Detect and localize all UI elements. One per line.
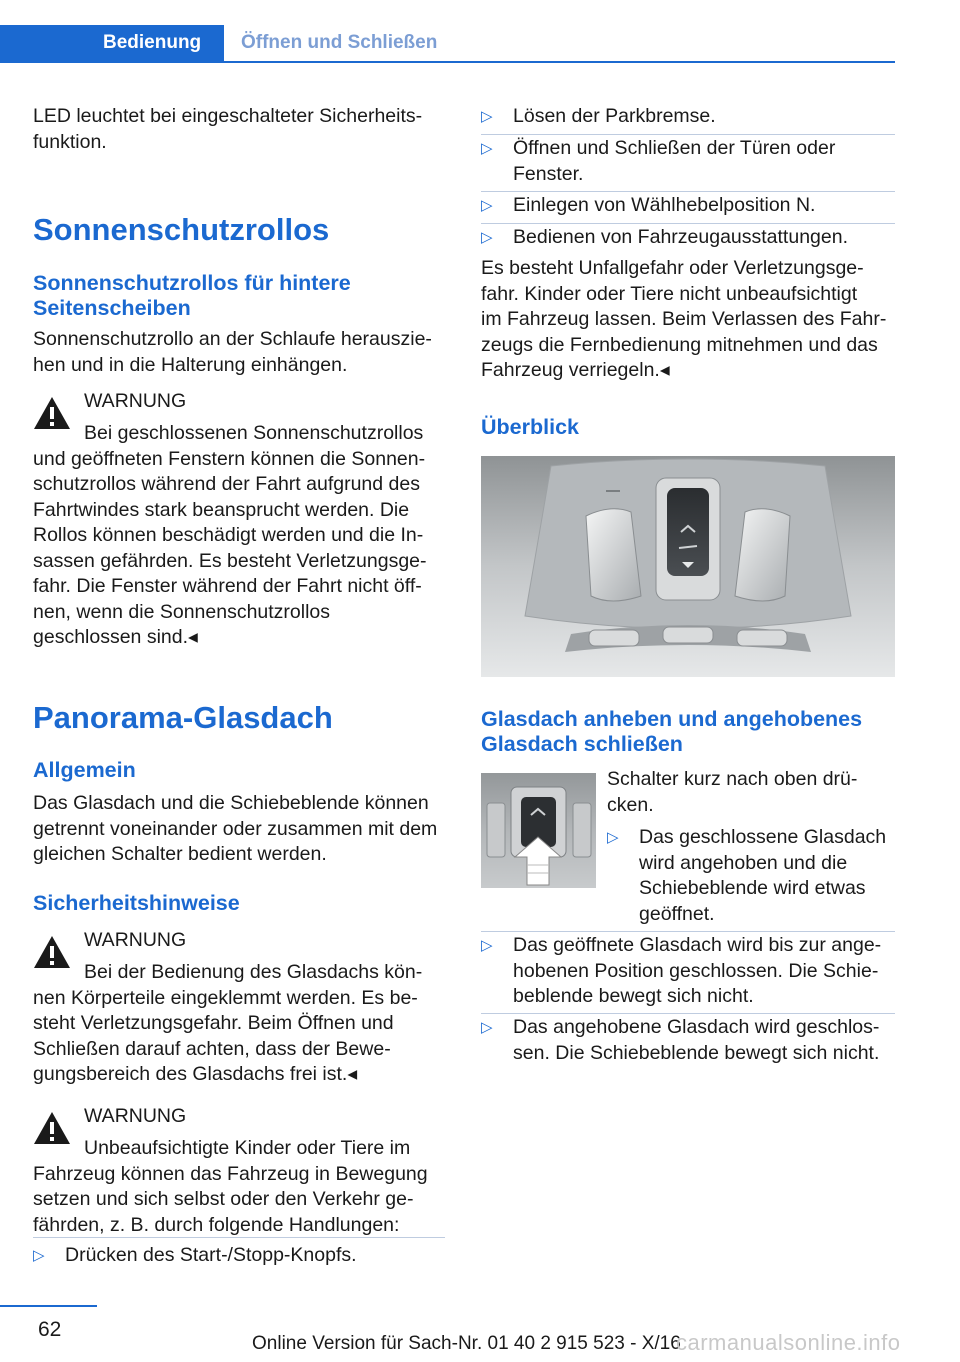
triangle-right-icon: ▷ — [481, 140, 493, 157]
list-item-text: Drücken des Start-/Stopp-Knopfs. — [65, 1244, 357, 1266]
divider — [481, 191, 895, 192]
list-item-text — [513, 136, 835, 187]
text-line: cken. — [607, 793, 654, 816]
footer-online-version: Online Version für Sach-Nr. 01 40 2 915 523 - X/16 — [252, 1333, 681, 1354]
risk-text — [481, 256, 886, 384]
text-line: setzen und sich selbst oder den Verkehr ge- — [33, 1188, 414, 1210]
safety-title: Sicherheitshinweise — [33, 891, 240, 915]
text-line: gungsbereich des Glasdachs frei ist.◂ — [33, 1063, 358, 1085]
text-line: schutzrollos während der Fahrt aufgrund des — [33, 473, 420, 495]
list-item-text — [513, 1015, 879, 1066]
text-line: Fahrtwindes stark beansprucht werden. Die — [33, 498, 410, 521]
divider — [481, 931, 895, 932]
list-item — [607, 825, 895, 929]
text-line: Seitenscheiben — [33, 296, 191, 320]
text-line: fahr. Kinder oder Tiere nicht unbeaufsichtigt — [481, 282, 858, 305]
sun-text — [33, 327, 432, 378]
list-item-text: Lösen der Parkbremse. — [513, 105, 716, 127]
pano-title: Panorama-Glasdach — [33, 700, 333, 735]
warning-text — [33, 960, 422, 1088]
text-line: funktion. — [33, 130, 107, 153]
divider — [481, 1013, 895, 1014]
text-line: getrennt voneinander oder zusammen mit dem — [33, 817, 438, 840]
text-line: Öffnen und Schließen der Türen oder — [513, 137, 836, 159]
text-line: Glasdach schließen — [481, 732, 683, 756]
triangle-right-icon: ▷ — [481, 1019, 493, 1036]
text-line: Fahrzeug können das Fahrzeug in Bewegung — [33, 1162, 428, 1185]
general-text — [33, 791, 437, 868]
text-line: Das angehobene Glasdach wird geschlos- — [513, 1016, 880, 1038]
overview-title: Überblick — [481, 415, 579, 439]
text-line: zeugs die Fernbedienung mitnehmen und das — [481, 333, 878, 356]
list-item-text: Bedienen von Fahrzeugausstattungen. — [513, 226, 848, 248]
roof-console-photo — [481, 456, 895, 677]
warning-label: WARNUNG — [84, 929, 187, 951]
text-line: wird angehoben und die — [639, 851, 848, 874]
text-line: nen Körperteile eingeklemmt werden. Es be- — [33, 986, 418, 1009]
text-line: im Fahrzeug lassen. Beim Verlassen des Fahr- — [481, 308, 887, 330]
text-line: beblende bewegt sich nicht. — [513, 985, 754, 1007]
triangle-right-icon: ▷ — [481, 229, 493, 246]
text-line: nen, wenn die Sonnenschutzrollos — [33, 600, 331, 623]
text-line: Bei der Bedienung des Glasdachs kön- — [84, 961, 423, 983]
triangle-right-icon: ▷ — [481, 108, 493, 125]
sun-title: Sonnenschutzrollos — [33, 212, 330, 247]
triangle-right-icon: ▷ — [481, 197, 493, 214]
divider — [481, 134, 895, 135]
text-line: Das geöffnete Glasdach wird bis zur ange- — [513, 934, 882, 956]
text-line: Bei geschlossenen Sonnenschutzrollos — [84, 422, 424, 444]
text-line: Schließen darauf achten, dass der Bewe- — [33, 1037, 391, 1060]
text-line: Glasdach anheben und angehobenes — [481, 707, 863, 731]
text-line: Schiebeblende wird etwas — [639, 877, 866, 899]
page-number: 62 — [38, 1318, 62, 1341]
text-line: Unbeaufsichtigte Kinder oder Tiere im — [84, 1137, 411, 1159]
text-line: Fahrzeug verriegeln.◂ — [481, 359, 670, 381]
warning-label: WARNUNG — [84, 1105, 187, 1127]
text-line: LED leuchtet bei eingeschalteter Sicherheits- — [33, 105, 423, 127]
text-line: Das Glasdach und die Schiebeblende können — [33, 792, 429, 814]
intro-text — [33, 104, 422, 155]
raise-text — [607, 767, 857, 818]
text-line: fahr. Die Fenster während der Fahrt nicht öff- — [33, 575, 422, 597]
list-item — [481, 136, 895, 188]
text-line: sen. Die Schiebeblende bewegt sich nicht. — [513, 1041, 880, 1064]
divider — [481, 223, 895, 224]
sun-subtitle — [33, 271, 351, 321]
list-item — [481, 933, 895, 1011]
text-line: geöffnet. — [639, 902, 715, 925]
text-line: hen und in die Halterung einhängen. — [33, 353, 348, 376]
page-header — [0, 25, 895, 63]
chapter-tab: Öffnen und Schließen — [241, 32, 438, 53]
text-line: Rollos können beschädigt werden und die In- — [33, 524, 424, 546]
text-line: Es besteht Unfallgefahr oder Verletzungsge- — [481, 257, 864, 279]
section-tab: Bedienung — [0, 25, 224, 61]
divider — [33, 1237, 445, 1238]
switch-photo — [481, 773, 596, 888]
general-title: Allgemein — [33, 758, 136, 782]
text-line: fährden, z. B. durch folgende Handlungen: — [33, 1213, 400, 1236]
text-line: Sonnenschutzrollos für hintere — [33, 271, 351, 295]
warning-text — [33, 1136, 428, 1238]
list-item — [481, 1015, 895, 1067]
watermark: carmanualsonline.info — [676, 1330, 901, 1355]
text-line: hobenen Position geschlossen. Die Schie- — [513, 959, 879, 982]
triangle-right-icon: ▷ — [481, 937, 493, 954]
text-line: geschlossen sind.◂ — [33, 626, 198, 648]
warning-label: WARNUNG — [84, 390, 187, 412]
text-line: Das geschlossene Glasdach — [639, 826, 887, 848]
text-line: Sonnenschutzrollo an der Schlaufe herauszie- — [33, 328, 432, 350]
text-line: steht Verletzungsgefahr. Beim Öffnen und — [33, 1012, 394, 1034]
text-line: gleichen Schalter bedient werden. — [33, 843, 327, 865]
text-line: und geöffneten Fenstern können die Sonnen- — [33, 447, 426, 470]
warning-text — [33, 421, 427, 651]
raise-title — [481, 707, 862, 757]
list-item-text: Einlegen von Wählhebelposition N. — [513, 194, 816, 216]
triangle-right-icon: ▷ — [607, 829, 619, 846]
text-line: sassen gefährden. Es besteht Verletzungsge- — [33, 549, 427, 572]
triangle-right-icon: ▷ — [33, 1247, 45, 1264]
text-line: Fenster. — [513, 162, 584, 185]
footer-rule — [0, 1305, 97, 1307]
list-item-text — [513, 933, 881, 1010]
list-item-text — [639, 825, 886, 927]
text-line: Schalter kurz nach oben drü- — [607, 768, 858, 790]
